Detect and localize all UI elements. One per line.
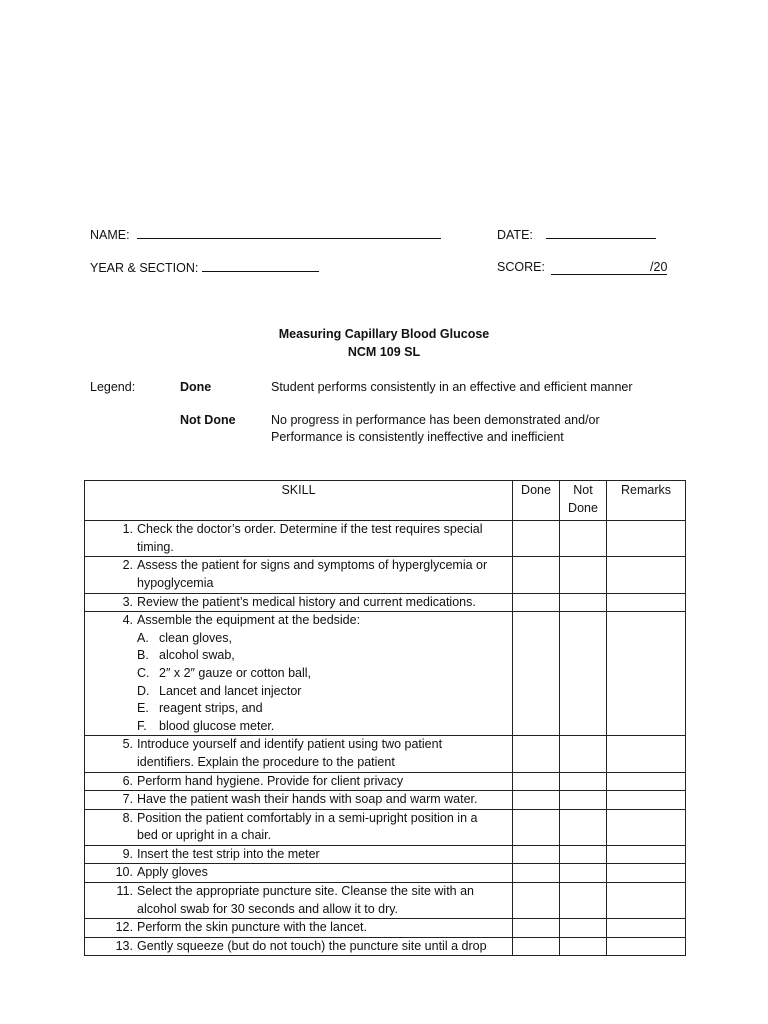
row-skill-text: Check the doctor’s order. Determine if the test requires special timing. xyxy=(137,522,483,554)
equipment-text: alcohol swab, xyxy=(159,648,235,663)
equipment-text: reagent strips, and xyxy=(159,701,263,716)
not-done-cell[interactable] xyxy=(560,809,607,845)
table-row xyxy=(85,521,686,557)
header-skill: SKILL xyxy=(85,481,513,521)
remarks-cell[interactable] xyxy=(607,593,686,612)
equipment-text: blood glucose meter. xyxy=(159,718,275,733)
done-cell[interactable] xyxy=(513,864,560,883)
legend-done-term: Done xyxy=(180,380,212,394)
equipment-letter: C. xyxy=(137,665,150,680)
header-not-done-line2: Done xyxy=(568,500,598,515)
not-done-cell[interactable] xyxy=(560,612,607,736)
remarks-cell[interactable] xyxy=(607,937,686,956)
score-field xyxy=(497,260,667,275)
legend-not-done-desc-2: Performance is consistently ineffective and inefficient xyxy=(271,430,564,444)
equipment-item xyxy=(137,718,499,736)
table-row xyxy=(85,809,686,845)
table-header-row xyxy=(85,481,686,521)
skills-table xyxy=(84,480,686,956)
table-row xyxy=(85,736,686,772)
table-row xyxy=(85,772,686,791)
year-section-field xyxy=(90,260,319,275)
row-number: 2. xyxy=(122,558,133,573)
table-row xyxy=(85,864,686,883)
row-skill-text: Perform hand hygiene. Provide for client privacy xyxy=(137,773,404,788)
name-blank[interactable] xyxy=(137,227,441,239)
row-skill-text: Have the patient wash their hands with soap and warm water. xyxy=(137,792,478,807)
course-code: NCM 109 SL xyxy=(347,345,421,359)
remarks-cell[interactable] xyxy=(607,521,686,557)
not-done-cell[interactable] xyxy=(560,937,607,956)
row-number: 12. xyxy=(115,920,133,935)
table-row xyxy=(85,612,686,736)
row-number: 5. xyxy=(122,737,133,752)
equipment-letter: F. xyxy=(137,718,147,733)
row-skill-text: Gently squeeze (but do not touch) the puncture site until a drop xyxy=(137,938,487,953)
remarks-cell[interactable] xyxy=(607,557,686,593)
not-done-cell[interactable] xyxy=(560,864,607,883)
date-blank[interactable] xyxy=(546,227,656,239)
not-done-cell[interactable] xyxy=(560,919,607,938)
remarks-cell[interactable] xyxy=(607,883,686,919)
table-row xyxy=(85,791,686,810)
equipment-item xyxy=(137,647,499,665)
date-label: DATE: xyxy=(497,228,533,242)
row-number: 1. xyxy=(122,522,133,537)
table-row xyxy=(85,557,686,593)
score-label: SCORE: xyxy=(497,260,545,274)
equipment-letter: E. xyxy=(137,701,149,716)
remarks-cell[interactable] xyxy=(607,791,686,810)
not-done-cell[interactable] xyxy=(560,772,607,791)
row-skill-text: Position the patient comfortably in a semi-upright position in a bed or upright in a chair. xyxy=(137,810,478,843)
done-cell[interactable] xyxy=(513,521,560,557)
done-cell[interactable] xyxy=(513,845,560,864)
row-skill-text: Select the appropriate puncture site. Cleanse the site with an alcohol swab for 30 seconds and allow it to dry. xyxy=(137,884,475,916)
not-done-cell[interactable] xyxy=(560,845,607,864)
done-cell[interactable] xyxy=(513,736,560,772)
header-done: Done xyxy=(513,481,560,521)
equipment-item xyxy=(137,683,499,701)
equipment-item xyxy=(137,700,499,718)
equipment-text: 2″ x 2″ gauze or cotton ball, xyxy=(159,665,311,680)
row-skill-text: Assemble the equipment at the bedside: xyxy=(137,613,361,628)
row-number: 8. xyxy=(122,810,133,825)
row-number: 6. xyxy=(122,773,133,788)
score-total: /20 xyxy=(650,260,668,274)
done-cell[interactable] xyxy=(513,919,560,938)
row-skill-text: Assess the patient for signs and symptoms of hyperglycemia or hypoglycemia xyxy=(137,558,488,590)
row-number: 9. xyxy=(122,846,133,861)
not-done-cell[interactable] xyxy=(560,791,607,810)
legend-not-done-desc-1: No progress in performance has been demonstrated and/or xyxy=(271,413,600,427)
equipment-letter: B. xyxy=(137,648,149,663)
name-field xyxy=(90,227,441,242)
row-number: 4. xyxy=(122,613,133,628)
not-done-cell[interactable] xyxy=(560,557,607,593)
done-cell[interactable] xyxy=(513,593,560,612)
not-done-cell[interactable] xyxy=(560,593,607,612)
row-number: 10. xyxy=(115,865,133,880)
row-number: 13. xyxy=(115,938,133,953)
table-row xyxy=(85,883,686,919)
equipment-item xyxy=(137,665,499,683)
legend-label: Legend: xyxy=(90,380,136,394)
row-skill-text: Apply gloves xyxy=(137,865,208,880)
page-title: Measuring Capillary Blood Glucose xyxy=(278,327,490,341)
row-number: 7. xyxy=(122,792,133,807)
header-remarks: Remarks xyxy=(607,481,686,521)
score-blank[interactable] xyxy=(551,260,667,275)
remarks-cell[interactable] xyxy=(607,845,686,864)
not-done-cell[interactable] xyxy=(560,521,607,557)
row-number: 3. xyxy=(122,594,133,609)
remarks-cell[interactable] xyxy=(607,809,686,845)
remarks-cell[interactable] xyxy=(607,612,686,736)
header-not-done-line1: Not xyxy=(573,483,593,497)
row-skill-text: Introduce yourself and identify patient using two patient identifiers. Explain the procedure to the patient xyxy=(137,737,443,769)
legend-done-desc: Student performs consistently in an effective and efficient manner xyxy=(271,380,633,394)
row-skill-text: Perform the skin puncture with the lancet. xyxy=(137,920,367,935)
equipment-letter: A. xyxy=(137,630,149,645)
done-cell[interactable] xyxy=(513,809,560,845)
row-skill-text: Review the patient’s medical history and current medications. xyxy=(137,594,476,609)
remarks-cell[interactable] xyxy=(607,736,686,772)
done-cell[interactable] xyxy=(513,557,560,593)
remarks-cell[interactable] xyxy=(607,864,686,883)
equipment-item xyxy=(137,630,499,648)
year-section-blank[interactable] xyxy=(202,260,319,272)
table-row xyxy=(85,937,686,956)
table-row xyxy=(85,593,686,612)
equipment-letter: D. xyxy=(137,683,150,698)
legend-not-done-term: Not Done xyxy=(180,413,236,427)
row-skill-text: Insert the test strip into the meter xyxy=(137,846,320,861)
equipment-text: clean gloves, xyxy=(159,630,232,645)
done-cell[interactable] xyxy=(513,791,560,810)
remarks-cell[interactable] xyxy=(607,772,686,791)
equipment-text: Lancet and lancet injector xyxy=(159,683,302,698)
year-section-label: YEAR & SECTION: xyxy=(90,261,199,275)
row-number: 11. xyxy=(116,884,133,899)
table-row xyxy=(85,845,686,864)
done-cell[interactable] xyxy=(513,612,560,736)
remarks-cell[interactable] xyxy=(607,919,686,938)
name-label: NAME: xyxy=(90,228,130,242)
header-not-done xyxy=(560,481,607,521)
done-cell[interactable] xyxy=(513,772,560,791)
table-row xyxy=(85,919,686,938)
not-done-cell[interactable] xyxy=(560,883,607,919)
done-cell[interactable] xyxy=(513,937,560,956)
done-cell[interactable] xyxy=(513,883,560,919)
date-field xyxy=(497,227,656,242)
not-done-cell[interactable] xyxy=(560,736,607,772)
